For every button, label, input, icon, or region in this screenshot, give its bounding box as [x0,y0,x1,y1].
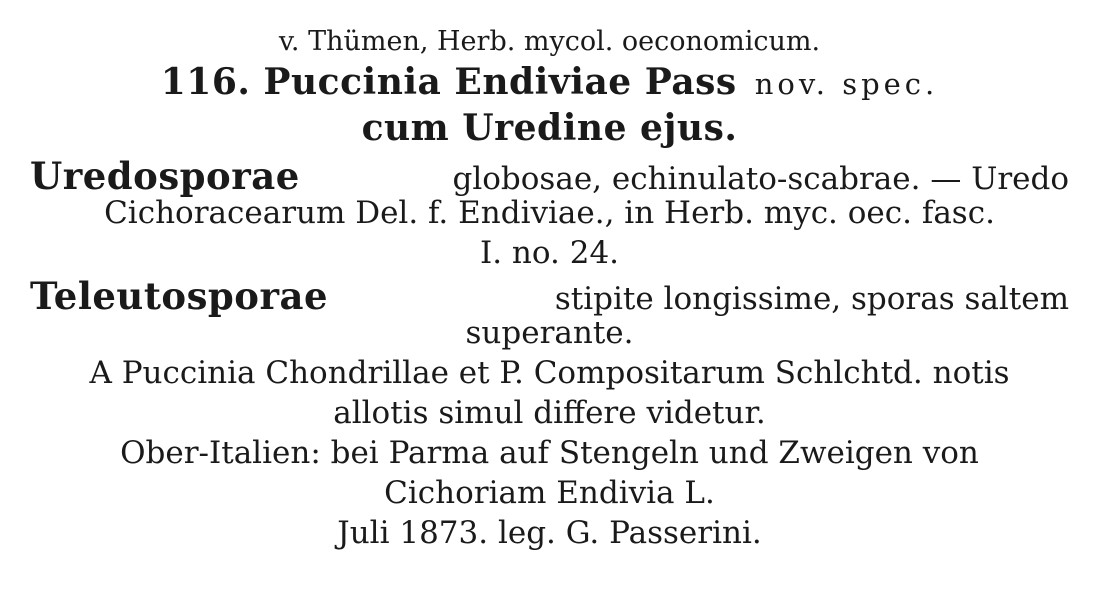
series-header [30,28,1069,64]
series-header-text: v. Thümen, Herb. mycol. oeconomicum. [278,26,821,57]
host-plant: Cichoriam Endivia L. [384,475,715,511]
locality-line-2 [30,475,1069,518]
uredo-line-3 [30,235,1069,278]
teleuto-description: stipite longissime, sporas saltem [554,281,1069,317]
uredo-line-2 [30,195,1069,238]
locality-line-1 [30,435,1069,478]
uredo-line-1 [30,154,1069,198]
collection-line [30,515,1069,558]
species-name: 116. Puccinia Endiviae Pass [160,61,737,103]
species-subtitle-text: cum Uredine ejus. [361,107,738,149]
species-title [30,61,1069,110]
remark-line-1 [30,355,1069,398]
locality-text: Ober-Italien: bei Parma auf Stengeln und Zweigen von [120,435,979,471]
uredo-reference: Cichoracearum Del. f. Endiviae., in Herb. myc. oec. fasc. [104,195,995,231]
uredo-term: Uredosporae [30,154,300,198]
teleuto-term: Teleutosporae [30,274,328,318]
teleuto-description-cont: superante. [465,315,634,351]
uredo-fascicle: I. no. 24. [479,235,620,271]
remark-line-2 [30,395,1069,438]
species-subtitle [30,107,1069,158]
uredo-description: globosae, echinulato-scabrae. — Uredo [452,161,1069,197]
remark-text-cont: allotis simul differe videtur. [333,395,766,431]
teleuto-line-2 [30,315,1069,358]
collection-info: Juli 1873. leg. G. Passerini. [337,515,762,551]
teleuto-line-1 [30,274,1069,318]
remark-text: A Puccinia Chondrillae et P. Compositarum Schlchtd. notis [89,355,1010,391]
species-note: nov. spec. [754,67,939,101]
